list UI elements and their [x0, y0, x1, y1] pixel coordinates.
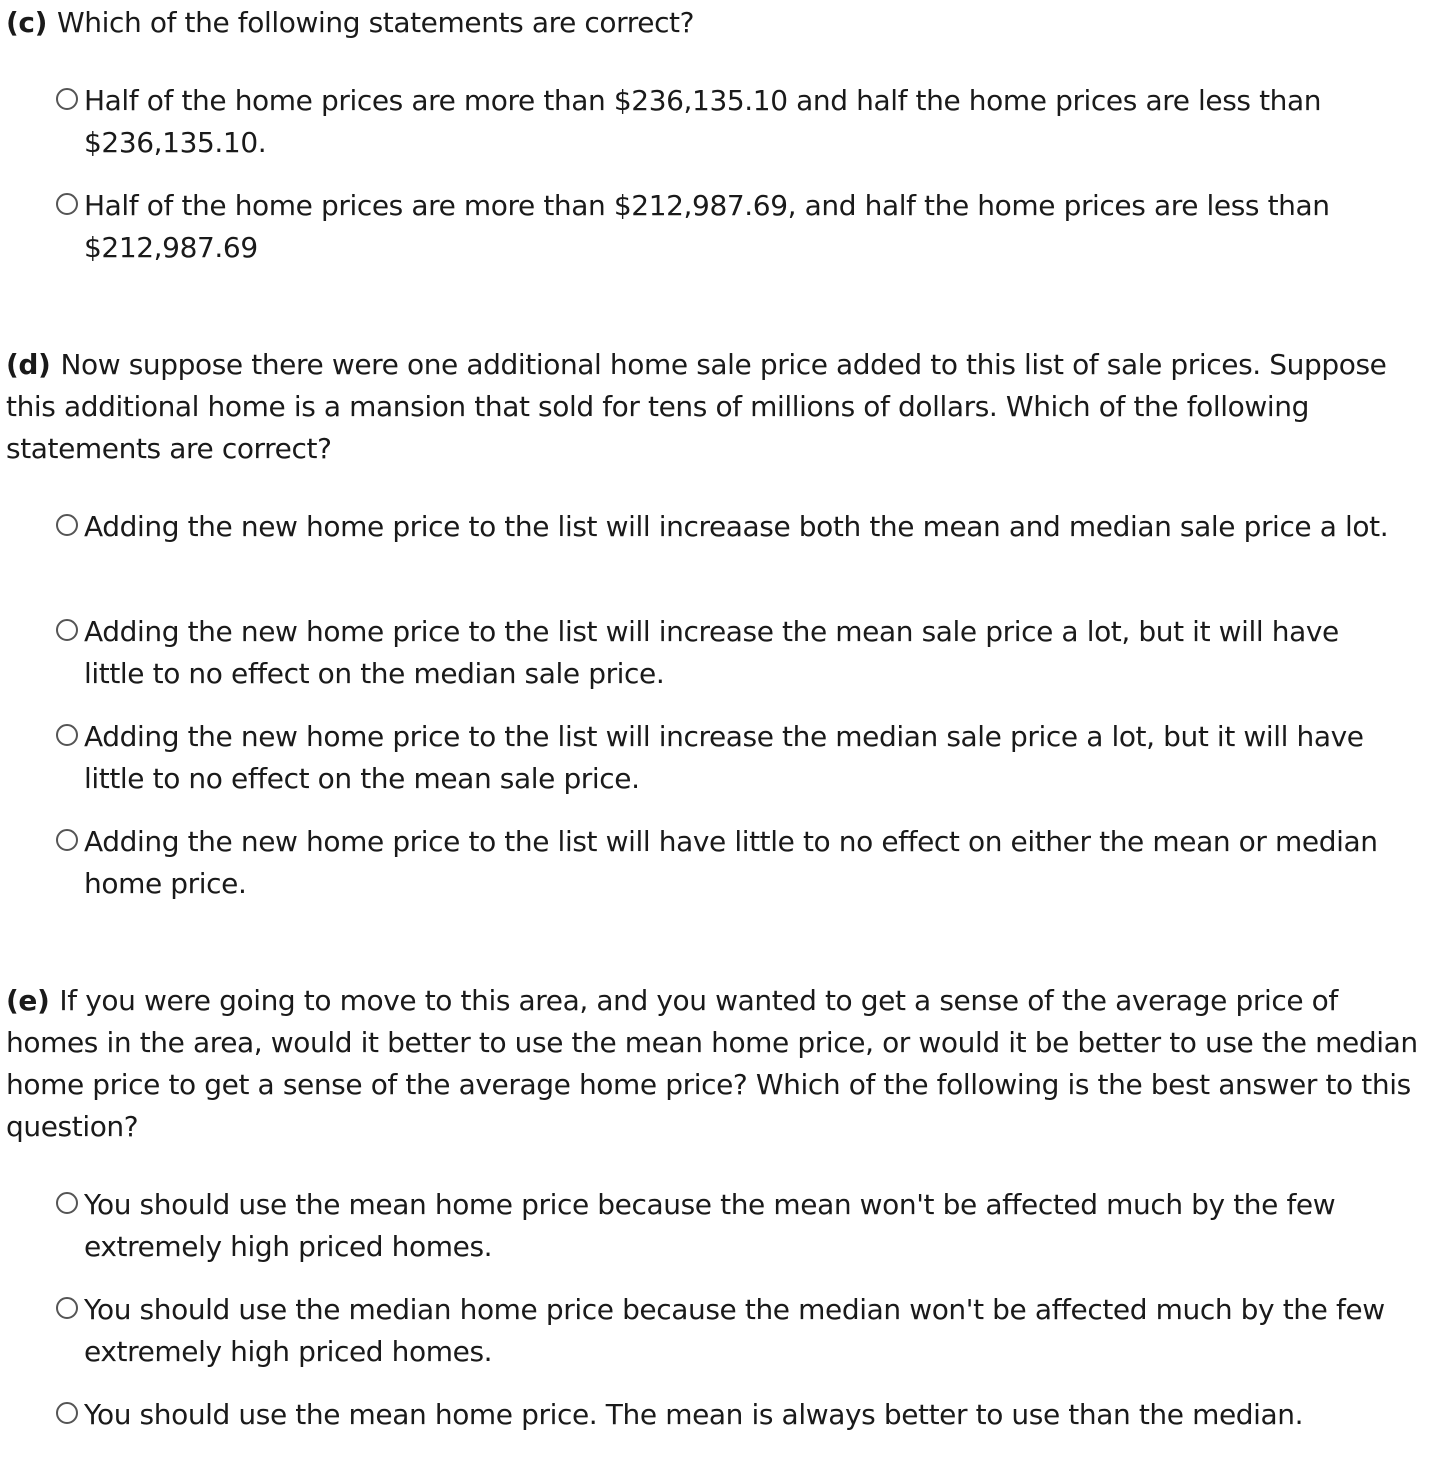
option-d-3[interactable] — [56, 716, 1426, 800]
question-d-label: (d) — [6, 348, 51, 381]
question-c-text: Which of the following statements are correct? — [57, 6, 695, 39]
question-d — [6, 344, 1426, 470]
option-d-2-text: Adding the new home price to the list will increase the mean sale price a lot, but it will have little to no effect on the median sale price. — [84, 615, 1339, 690]
option-d-2[interactable] — [56, 611, 1426, 695]
option-d-3-text: Adding the new home price to the list will increase the median sale price a lot, but it will have little to no effect on the mean sale price. — [84, 720, 1364, 795]
question-e-text: If you were going to move to this area, and you wanted to get a sense of the average price of homes in the area, would it better to use the mean home price, or would it be better to use the median home price to get a sense of the average home price? Which of the following is the best answer to this question? — [6, 984, 1418, 1143]
option-c-1-text: Half of the home prices are more than $236,135.10 and half the home prices are less than $236,135.10. — [84, 84, 1322, 159]
radio-button[interactable] — [56, 514, 78, 536]
radio-button[interactable] — [56, 1297, 78, 1319]
radio-button[interactable] — [56, 724, 78, 746]
question-c-label: (c) — [6, 6, 47, 39]
option-c-2[interactable] — [56, 185, 1426, 269]
option-e-1-text: You should use the mean home price because the mean won't be affected much by the few extremely high priced homes. — [84, 1188, 1336, 1263]
option-d-1-text: Adding the new home price to the list will increaase both the mean and median sale price a lot. — [84, 510, 1389, 543]
option-c-2-text: Half of the home prices are more than $212,987.69, and half the home prices are less than $212,987.69 — [84, 189, 1330, 264]
radio-button[interactable] — [56, 88, 78, 110]
radio-button[interactable] — [56, 619, 78, 641]
radio-button[interactable] — [56, 829, 78, 851]
option-e-3-text: You should use the mean home price. The mean is always better to use than the median. — [84, 1398, 1304, 1431]
question-d-text: Now suppose there were one additional home sale price added to this list of sale prices. Suppose this additional home is a mansion that sold for tens of millions of dollars. Which of the following statements are correct? — [6, 348, 1387, 465]
option-e-2[interactable] — [56, 1289, 1426, 1373]
option-d-4-text: Adding the new home price to the list will have little to no effect on either the mean or median home price. — [84, 825, 1378, 900]
question-e-label: (e) — [6, 984, 50, 1017]
option-d-4[interactable] — [56, 821, 1426, 905]
option-d-1[interactable] — [56, 506, 1426, 548]
radio-button[interactable] — [56, 1402, 78, 1424]
option-e-2-text: You should use the median home price because the median won't be affected much by the few extremely high priced homes. — [84, 1293, 1385, 1368]
radio-button[interactable] — [56, 1192, 78, 1214]
option-e-1[interactable] — [56, 1184, 1426, 1268]
question-c — [6, 2, 1426, 44]
question-e — [6, 980, 1426, 1148]
option-c-1[interactable] — [56, 80, 1426, 164]
radio-button[interactable] — [56, 193, 78, 215]
option-e-3[interactable] — [56, 1394, 1426, 1436]
